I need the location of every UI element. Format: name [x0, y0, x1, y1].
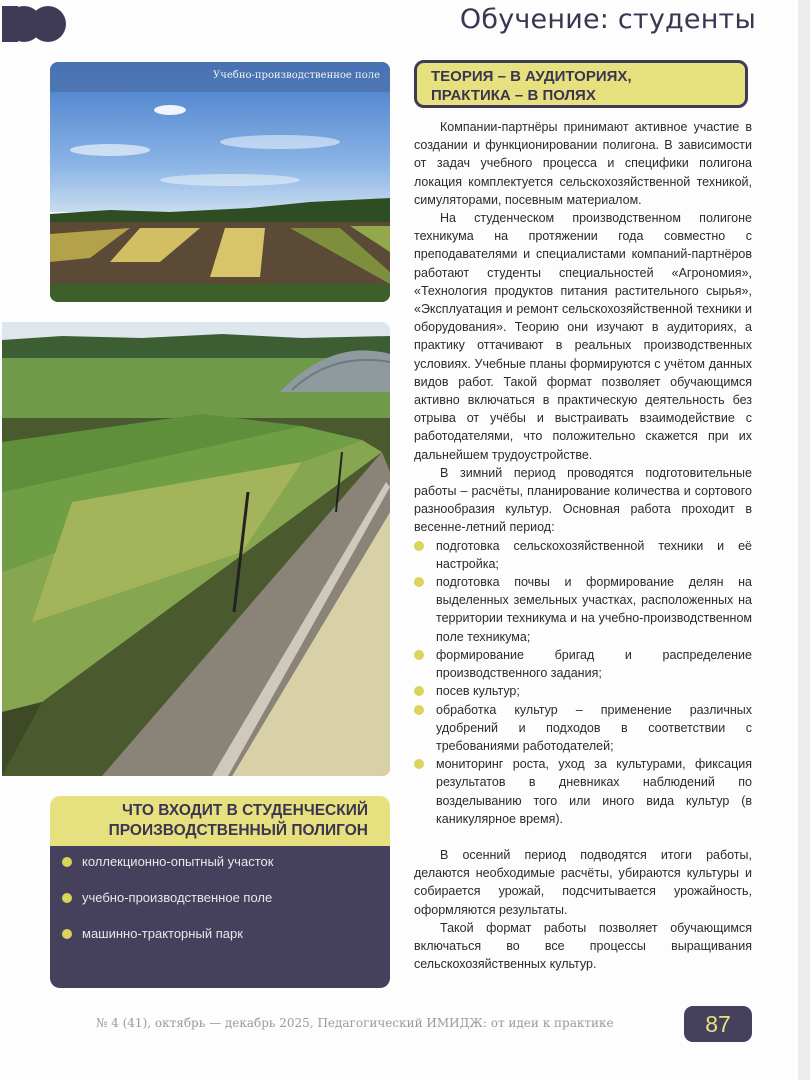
article-paragraph: Такой формат работы позволяет обучающимся включаться во все процессы выращивания сельскохозяйственных культур.: [414, 920, 752, 972]
article-paragraph: Компании-партнёры принимают активное участие в создании и функционировании полигона. В зависимости от задач учебного процесса и специфики полигона локация комплектуется сельскохозяйственной техникой, симуляторами, посевным материалом.: [414, 120, 752, 207]
polygon-panel-header: [50, 796, 390, 846]
field-photo: [50, 62, 390, 302]
panel-item: машинно-тракторный парк: [62, 926, 243, 941]
section-title: Обучение: студенты: [459, 4, 756, 35]
page-edge: [798, 0, 810, 1080]
bullet-icon: [62, 929, 72, 939]
polygon-panel: [50, 846, 390, 988]
panel-title-line2: ПРОИЗВОДСТВЕННЫЙ ПОЛИГОН: [108, 822, 368, 839]
bullet-icon: [414, 705, 424, 715]
bullet-icon: [414, 686, 424, 696]
article-heading-box: [414, 60, 748, 108]
footer-text: № 4 (41), октябрь — декабрь 2025, Педагогический ИМИДЖ: от идеи к практике: [96, 1016, 614, 1030]
article-paragraph: В зимний период проводятся подготовительные работы – расчёты, планирование количества и сортового разнообразия культур. Основная работа проходит в весенне-летний период:: [414, 465, 752, 535]
list-item: подготовка сельскохозяйственной техники и её настройка;: [414, 537, 752, 573]
magazine-logo: [2, 6, 68, 42]
bullet-icon: [62, 893, 72, 903]
photo-caption: Учебно-производственное поле: [213, 70, 380, 81]
bullet-icon: [414, 759, 424, 769]
panel-title-line1: ЧТО ВХОДИТ В СТУДЕНЧЕСКИЙ: [121, 802, 368, 819]
bullet-icon: [62, 857, 72, 867]
page-number: 87: [684, 1006, 752, 1042]
list-item: мониторинг роста, уход за культурами, фиксация результатов в дневниках наблюдений по возделыванию того или иного вида культур (в каникулярное время).: [414, 755, 752, 828]
bullet-icon: [414, 577, 424, 587]
list-item: посев культур;: [414, 682, 752, 700]
bullet-icon: [414, 650, 424, 660]
list-item: формирование бригад и распределение производственного задания;: [414, 646, 752, 682]
bullet-icon: [414, 541, 424, 551]
article-heading-line2: ПРАКТИКА – В ПОЛЯХ: [431, 87, 596, 104]
article-paragraph: На студенческом производственном полигоне техникума на протяжении года совместно с преподавателями и специалистами компаний-партнёров работают студенты специальностей «Агрономия», «Технология продуктов питания растительного сырья», «Эксплуатация и ремонт сельскохозяйственной техники и оборудования». Теорию они изучают в аудиториях, а практику оттачивают в реальных производственных условиях. Учебные планы формируются с учётом данных видов работ. Такой формат позволяет обучающимся активно включаться в практическую деятельность без отрыва от учёбы и выстраивать взаимодействие с работодателями, что положительно скажется при их дальнейшем трудоустройстве.: [414, 211, 752, 462]
list-item: подготовка почвы и формирование делян на выделенных земельных участках, расположенных на территории техникума и на учебно-производственном поле техникума;: [414, 573, 752, 646]
panel-item: коллекционно-опытный участок: [62, 854, 273, 869]
article-paragraph: В осенний период подводятся итоги работы, делаются необходимые расчёты, убираются культуры и собирается урожай, подсчитывается урожайность, оформляются результаты.: [414, 847, 752, 917]
plots-photo: [2, 322, 390, 776]
work-list: [414, 537, 752, 828]
list-item: обработка культур – применение различных удобрений и подходов в соответствии с требованиями работодателей;: [414, 701, 752, 756]
article-heading-line1: ТЕОРИЯ – В АУДИТОРИЯХ,: [431, 68, 632, 85]
article-body: [414, 118, 752, 973]
panel-item: учебно-производственное поле: [62, 890, 272, 905]
